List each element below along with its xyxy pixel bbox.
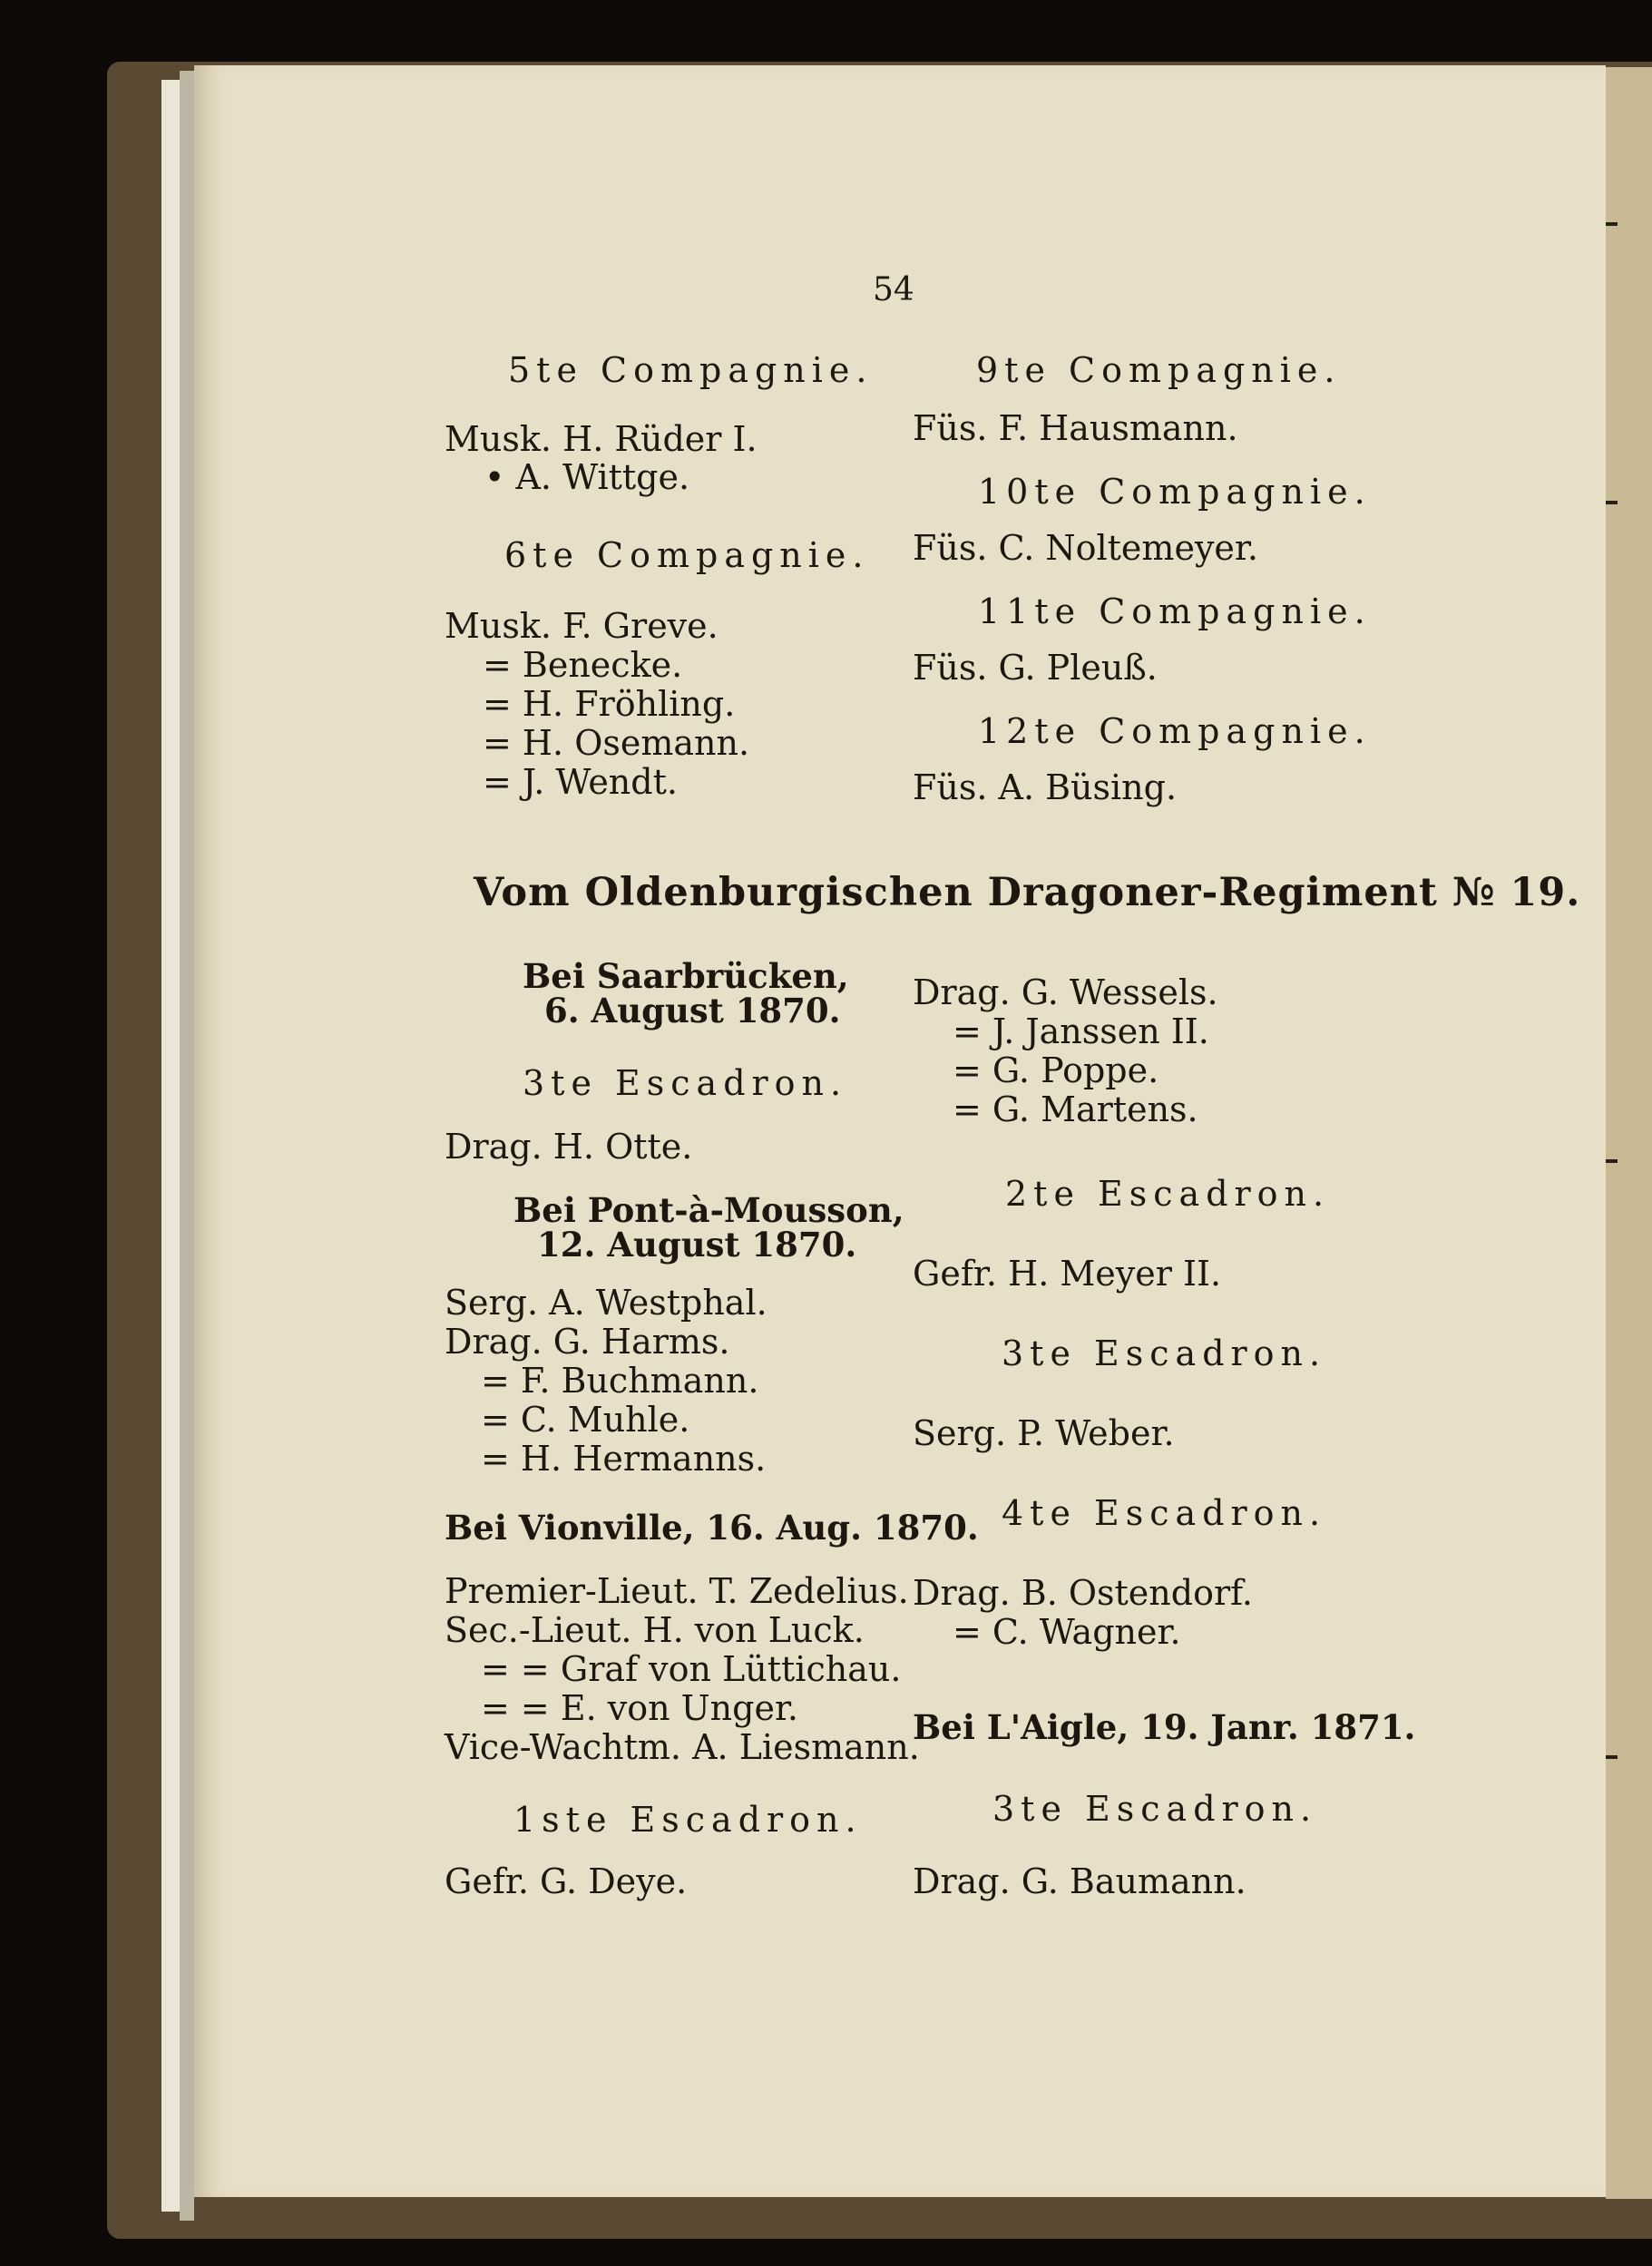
facing-page-edge xyxy=(1606,67,1652,2199)
entry: Musk. H. Rüder I. xyxy=(445,419,758,459)
entry: • A. Wittge. xyxy=(484,457,690,497)
entry: Vice-Wachtm. A. Liesmann. xyxy=(445,1727,920,1767)
escadron-heading: 4te Escadron. xyxy=(1002,1493,1327,1533)
escadron-heading: 3te Escadron. xyxy=(523,1063,848,1103)
entry: = H. Osemann. xyxy=(483,723,750,763)
battle-heading: Bei Pont-à-Mousson, xyxy=(513,1190,904,1230)
heading-12te-compagnie: 12te Compagnie. xyxy=(978,711,1372,751)
battle-date: 12. August 1870. xyxy=(537,1225,857,1265)
entry: Füs. A. Büsing. xyxy=(913,767,1178,807)
entry: = Benecke. xyxy=(483,645,683,685)
entry: = = E. von Unger. xyxy=(481,1688,799,1728)
heading-10te-compagnie: 10te Compagnie. xyxy=(978,472,1372,512)
entry: = H. Hermanns. xyxy=(481,1439,767,1479)
battle-heading: Bei L'Aigle, 19. Janr. 1871. xyxy=(913,1707,1416,1747)
entry: = J. Janssen II. xyxy=(953,1011,1209,1051)
heading-9te-compagnie: 9te Compagnie. xyxy=(976,350,1342,390)
heading-11te-compagnie: 11te Compagnie. xyxy=(978,591,1372,631)
entry: = G. Martens. xyxy=(953,1089,1198,1129)
entry: = C. Wagner. xyxy=(953,1612,1181,1652)
entry: Drag. G. Harms. xyxy=(445,1322,730,1362)
entry: Gefr. G. Deye. xyxy=(445,1861,688,1901)
entry: Gefr. H. Meyer II. xyxy=(913,1254,1222,1294)
battle-heading: Bei Vionville, 16. Aug. 1870. xyxy=(445,1508,979,1548)
entry: = G. Poppe. xyxy=(953,1050,1159,1090)
entry: Drag. G. Baumann. xyxy=(913,1861,1246,1901)
page-edges-shadow xyxy=(180,71,194,2221)
entry: Premier-Lieut. T. Zedelius. xyxy=(445,1571,909,1611)
entry: Serg. P. Weber. xyxy=(913,1413,1175,1453)
battle-heading: Bei Saarbrücken, xyxy=(523,956,849,996)
entry: Serg. A. Westphal. xyxy=(445,1283,767,1323)
entry: Sec.-Lieut. H. von Luck. xyxy=(445,1610,865,1650)
escadron-heading: 2te Escadron. xyxy=(1005,1174,1331,1214)
entry: Füs. C. Noltemeyer. xyxy=(913,528,1258,568)
escadron-heading: 1ste Escadron. xyxy=(513,1800,863,1840)
entry: Füs. G. Pleuß. xyxy=(913,648,1158,688)
entry: Musk. F. Greve. xyxy=(445,606,718,646)
escadron-heading: 3te Escadron. xyxy=(1002,1333,1327,1373)
entry: = H. Fröhling. xyxy=(483,684,736,724)
entry: = J. Wendt. xyxy=(483,762,678,802)
entry: Drag. B. Ostendorf. xyxy=(913,1573,1253,1613)
entry: = F. Buchmann. xyxy=(481,1361,759,1401)
section-title: Vom Oldenburgischen Dragoner-Regiment № 19. xyxy=(474,870,1581,915)
page-number: 54 xyxy=(873,271,914,308)
entry: Füs. F. Hausmann. xyxy=(913,408,1238,448)
book-page xyxy=(194,65,1606,2197)
battle-date: 6. August 1870. xyxy=(544,991,841,1030)
page-edges xyxy=(161,80,180,2212)
entry: = = Graf von Lüttichau. xyxy=(481,1649,902,1689)
heading-5te-compagnie: 5te Compagnie. xyxy=(508,350,874,390)
heading-6te-compagnie: 6te Compagnie. xyxy=(504,535,870,575)
entry: Drag. H. Otte. xyxy=(445,1127,693,1167)
escadron-heading: 3te Escadron. xyxy=(992,1789,1318,1829)
entry: Drag. G. Wessels. xyxy=(913,972,1218,1012)
entry: = C. Muhle. xyxy=(481,1400,690,1440)
